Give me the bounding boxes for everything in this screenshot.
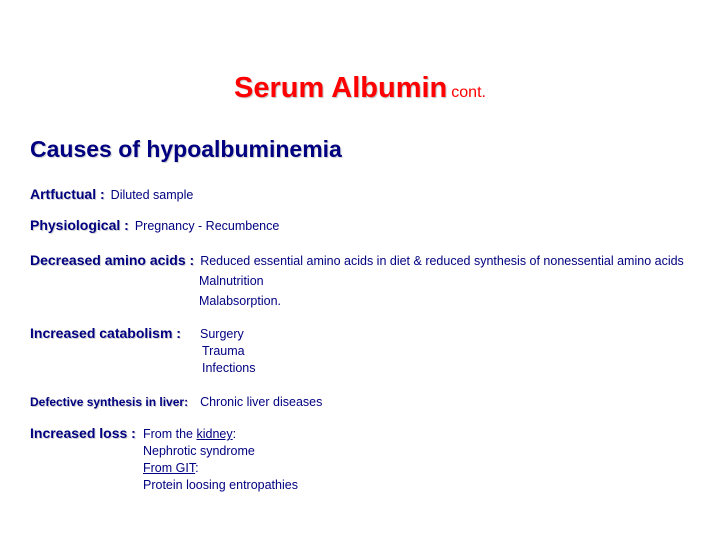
trauma-item: Trauma — [202, 344, 245, 358]
infections-item: Infections — [202, 361, 256, 375]
physiological-row — [30, 217, 279, 235]
defective-synthesis-label: Defective synthesis in liver: — [30, 395, 189, 409]
physiological-value: Pregnancy - Recumbence — [134, 219, 280, 233]
artifactual-value: Diluted sample — [110, 188, 194, 202]
artifactual-row — [30, 186, 193, 204]
kidney-word: kidney — [196, 427, 233, 441]
title-main: Serum Albumin — [234, 72, 448, 104]
decreased-amino-acids-label: Decreased amino acids : — [30, 252, 195, 268]
defective-synthesis-row — [30, 393, 322, 411]
nephrotic-item: Nephrotic syndrome — [143, 444, 255, 458]
physiological-label: Physiological : — [30, 217, 129, 233]
artifactual-label: Artfuctual : — [30, 186, 105, 202]
git-word: From GIT — [143, 461, 196, 475]
protein-loosing-item: Protein loosing entropathies — [143, 478, 298, 492]
increased-loss-label: Increased loss : — [30, 425, 136, 441]
surgery-item: Surgery — [200, 327, 244, 341]
malnutrition-item: Malnutrition — [199, 274, 264, 288]
from-kidney-prefix: From the — [143, 427, 197, 441]
from-git-line — [143, 461, 199, 475]
increased-catabolism-label: Increased catabolism : — [30, 325, 181, 341]
increased-loss-row — [30, 425, 136, 443]
title-cont: cont. — [451, 84, 486, 101]
decreased-amino-acids-value: Reduced essential amino acids in diet & reduced synthesis of nonessential amino acids — [200, 254, 684, 268]
malabsorption-item: Malabsorption. — [199, 294, 281, 308]
from-kidney-line — [143, 427, 236, 441]
git-suffix: : — [195, 461, 199, 475]
decreased-amino-acids-row — [30, 252, 684, 270]
kidney-suffix: : — [232, 427, 237, 441]
slide-title — [0, 72, 720, 105]
increased-catabolism-row — [30, 325, 181, 343]
defective-synthesis-value: Chronic liver diseases — [200, 395, 323, 409]
subheading: Causes of hypoalbuminemia — [30, 136, 342, 162]
